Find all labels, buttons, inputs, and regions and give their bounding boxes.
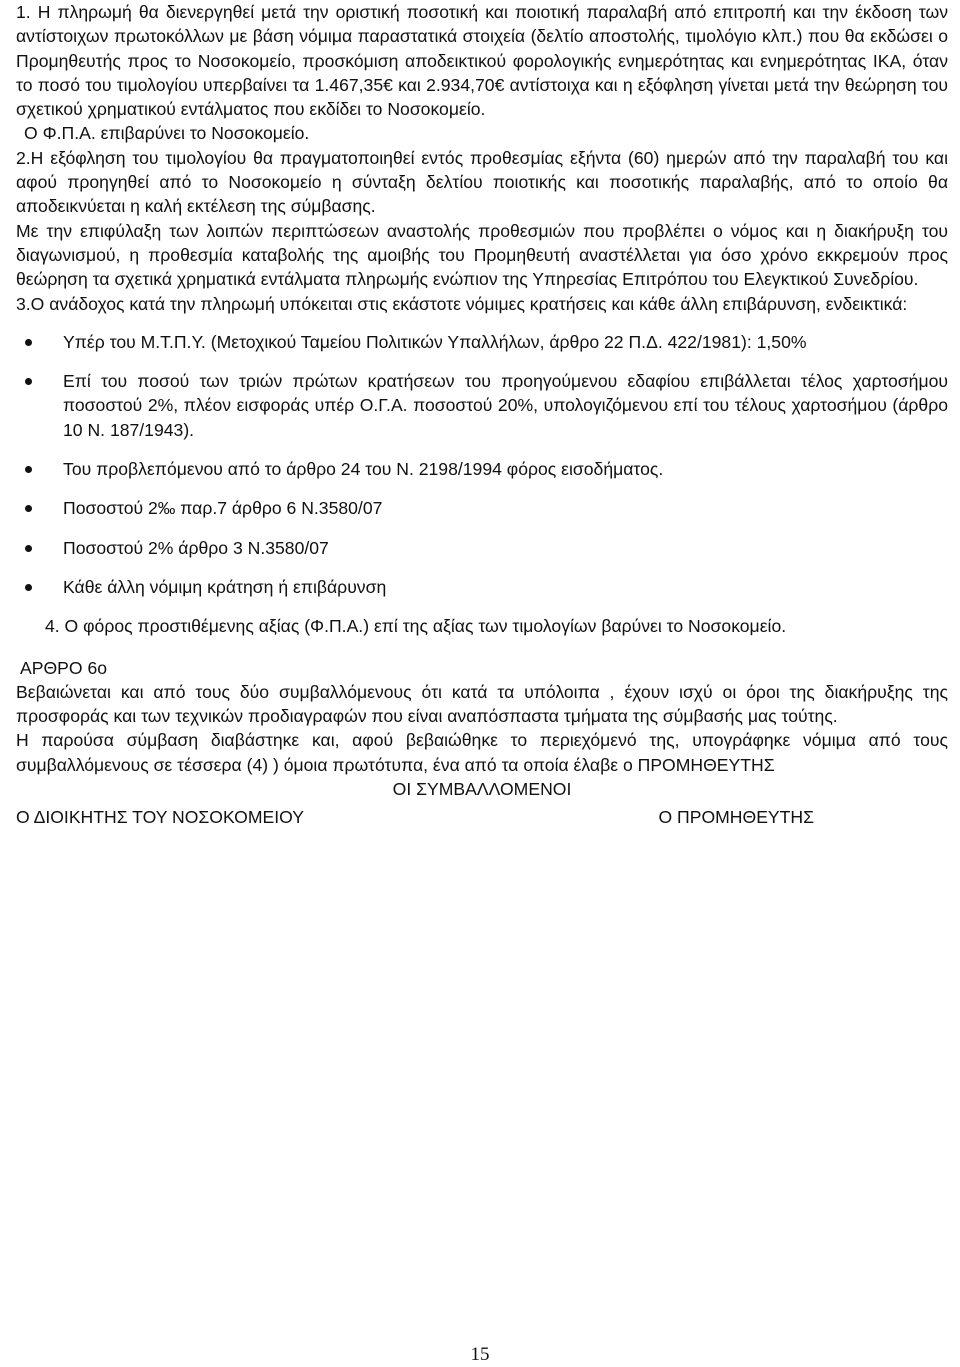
list-item-text: Ποσοστού 2‰ παρ.7 άρθρο 6 Ν.3580/07 <box>63 498 383 519</box>
list-item-text: Επί του ποσού των τριών πρώτων κρατήσεων του προηγούμενου εδαφίου επιβάλλεται τέλος χαρτοσήμου ποσοστού 2%, πλέον εισφοράς υπέρ Ο.Γ.Α. ποσοστού 20%, υπολογιζόμενου επί του τέλους χαρτοσήμου (άρθρο 10 Ν. 187/1943). <box>63 371 948 440</box>
signature-director: Ο ΔΙΟΙΚΗΤΗΣ ΤΟΥ ΝΟΣΟΚΟΜΕΙΟΥ <box>16 807 304 828</box>
deductions-list <box>16 330 948 599</box>
payment-paragraph-2: 2.Η εξόφληση του τιμολογίου θα πραγματοποιηθεί εντός προθεσμίας εξήντα (60) ημερών από την παραλαβή του και αφού προηγηθεί από το Νοσοκομείο η σύνταξη δελτίου ποιοτικής και ποσοτικής παραλαβής, από το οποίο θα αποδεικνύεται η καλή εκτέλεση της σύμβασης. <box>16 147 948 217</box>
suspension-paragraph: Με την επιφύλαξη των λοιπών περιπτώσεων αναστολής προθεσμιών που προβλέπει ο νόμος και η διακήρυξη του διαγωνισμού, η προθεσμία καταβολής της αμοιβής του Προμηθευτή αναστέλλεται για όσο χρόνο εκκρεμούν προς θεώρηση τα σχετικά χρηματικά εντάλματα πληρωμής ενώπιον της Υπηρεσίας Επιτρόπου του Ελεγκτικού Συνεδρίου. <box>16 220 948 290</box>
article-title: ΑΡΘΡΟ 6ο <box>20 657 108 678</box>
vat-line: Ο Φ.Π.Α. επιβαρύνει το Νοσοκομείο. <box>24 123 310 144</box>
list-item <box>16 496 948 520</box>
list-item-text: Του προβλεπόμενου από το άρθρο 24 του Ν. 2198/1994 φόρος εισοδήματος. <box>63 459 664 480</box>
bullet-icon <box>25 545 32 552</box>
signature-supplier: Ο ΠΡΟΜΗΘΕΥΤΗΣ <box>658 807 814 828</box>
vat-item-4: 4. Ο φόρος προστιθέμενης αξίας (Φ.Π.Α.) επί της αξίας των τιμολογίων βαρύνει το Νοσοκομείο. <box>45 616 787 637</box>
list-item-text: Κάθε άλλη νόμιμη κράτηση ή επιβάρυνση <box>63 576 387 597</box>
list-item <box>16 457 948 481</box>
list-item <box>16 330 948 354</box>
list-item-text: Υπέρ του Μ.Τ.Π.Υ. (Μετοχικού Ταμείου Πολιτικών Υπαλλήλων, άρθρο 22 Π.Δ. 422/1981): 1,50% <box>63 331 807 352</box>
deductions-paragraph: 3.Ο ανάδοχος κατά την πληρωμή υπόκειται στις εκάστοτε νόμιμες κρατήσεις και κάθε άλλη επιβάρυνση, ενδεικτικά: <box>16 293 908 314</box>
list-item <box>16 369 948 442</box>
list-item-text: Ποσοστού 2% άρθρο 3 Ν.3580/07 <box>63 537 329 558</box>
list-item <box>16 575 948 599</box>
signatures-row <box>16 805 814 829</box>
list-item <box>16 536 948 560</box>
page-number: 15 <box>470 1344 490 1365</box>
bullet-icon <box>25 378 32 385</box>
payment-paragraph-1: 1. Η πληρωμή θα διενεργηθεί μετά την οριστική ποσοτική και ποιοτική παραλαβή από επιτροπή και την έκδοση των αντίστοιχων πρωτοκόλλων με βάση νόμιμα παραστατικά στοιχεία (δελτίο αποστολής, τιμολόγιο κλπ.) που θα εκδώσει ο Προμηθευτής προς το Νοσοκομείο, προσκόμιση αποδεικτικού φορολογικής ενημερότητας και ενημερότητας ΙΚΑ, όταν το ποσό του τιμολογίου υπερβαίνει τα 1.467,35€ και 2.934,70€ αντίστοιχα και η εξόφληση γίνεται μετά την θεώρηση του σχετικού χρηματικού εντάλματος που εκδίδει το Νοσοκομείο. <box>16 2 948 120</box>
bullet-icon <box>25 339 32 346</box>
signatures-header: ΟΙ ΣΥΜΒΑΛΛΟΜΕΝΟΙ <box>392 779 572 800</box>
document-page <box>16 0 948 830</box>
bullet-icon <box>25 466 32 473</box>
article-paragraph-2: Η παρούσα σύμβαση διαβάστηκε και, αφού βεβαιώθηκε το περιεχόμενό της, υπογράφηκε νόμιμα από τους συμβαλλόμενους σε τέσσερα (4) ) όμοια πρωτότυπα, ένα από τα οποία έλαβε ο ΠΡΟΜΗΘΕΥΤΗΣ <box>16 730 948 775</box>
bullet-icon <box>25 584 32 591</box>
article-paragraph-1: Βεβαιώνεται και από τους δύο συμβαλλόμενους ότι κατά τα υπόλοιπα , έχουν ισχύ οι όροι της διακήρυξης της προσφοράς και των τεχνικών προδιαγραφών που είναι αναπόσπαστα τμήματα της σύμβασής μας τούτης. <box>16 681 948 727</box>
bullet-icon <box>25 505 32 512</box>
